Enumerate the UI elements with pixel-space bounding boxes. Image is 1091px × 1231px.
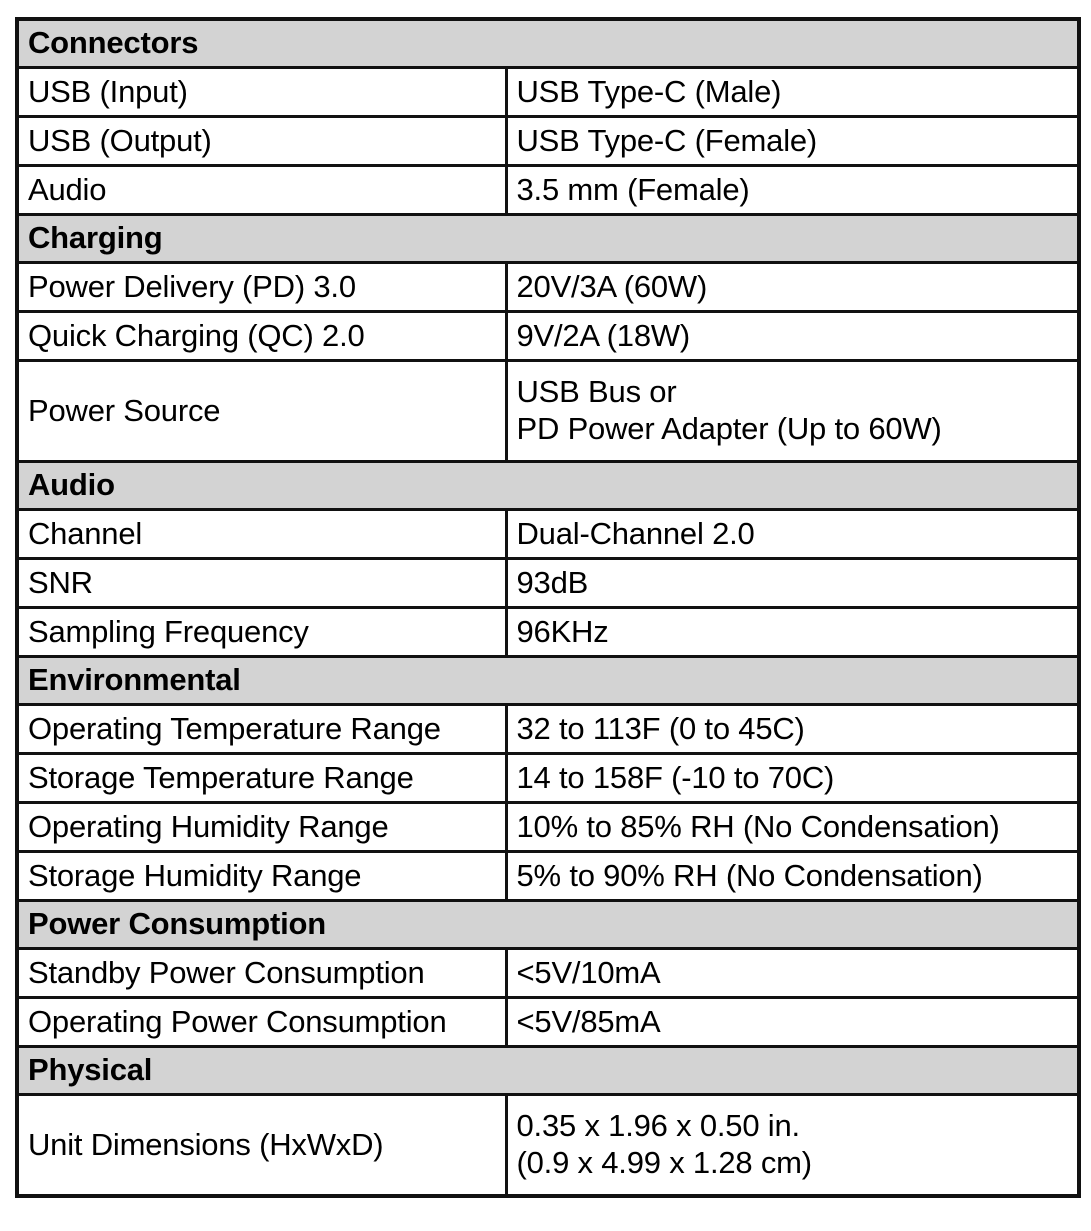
section-header-row [17,657,1079,705]
table-row [17,1095,1079,1197]
spec-label: Sampling Frequency [17,608,506,657]
table-row [17,510,1079,559]
spec-value: 3.5 mm (Female) [506,166,1079,215]
spec-value: 20V/3A (60W) [506,263,1079,312]
section-title: Environmental [17,657,1079,705]
spec-label: Quick Charging (QC) 2.0 [17,312,506,361]
spec-label: Audio [17,166,506,215]
table-row [17,754,1079,803]
spec-value-line-1: USB Bus or [516,374,677,410]
spec-value-line-2: PD Power Adapter (Up to 60W) [516,411,942,446]
table-row [17,166,1079,215]
section-title: Connectors [17,19,1079,68]
table-row [17,117,1079,166]
spec-label: Operating Temperature Range [17,705,506,754]
spec-label: Unit Dimensions (HxWxD) [17,1095,506,1197]
spec-label: USB (Output) [17,117,506,166]
table-row [17,361,1079,462]
spec-label: Storage Temperature Range [17,754,506,803]
spec-value: <5V/10mA [506,949,1079,998]
specifications-table [15,17,1081,1198]
spec-value: 32 to 113F (0 to 45C) [506,705,1079,754]
table-row [17,559,1079,608]
specifications-table-body [17,19,1079,1196]
spec-label: Power Source [17,361,506,462]
spec-label: Storage Humidity Range [17,852,506,901]
table-row [17,998,1079,1047]
table-row [17,312,1079,361]
spec-value: USB Type-C (Male) [506,68,1079,117]
section-header-row [17,462,1079,510]
spec-label: USB (Input) [17,68,506,117]
spec-value: USB Type-C (Female) [506,117,1079,166]
spec-value: 9V/2A (18W) [506,312,1079,361]
section-title: Physical [17,1047,1079,1095]
section-header-row [17,901,1079,949]
spec-value-line-1: 0.35 x 1.96 x 0.50 in. [516,1108,800,1144]
section-header-row [17,1047,1079,1095]
spec-label: Operating Humidity Range [17,803,506,852]
section-header-row [17,215,1079,263]
spec-value: 93dB [506,559,1079,608]
spec-label: Standby Power Consumption [17,949,506,998]
section-title: Audio [17,462,1079,510]
spec-label: Power Delivery (PD) 3.0 [17,263,506,312]
table-row [17,608,1079,657]
spec-value-line-2: (0.9 x 4.99 x 1.28 cm) [516,1145,812,1180]
table-row [17,705,1079,754]
spec-label: Channel [17,510,506,559]
table-row [17,68,1079,117]
spec-value: 10% to 85% RH (No Condensation) [506,803,1079,852]
spec-value: 96KHz [506,608,1079,657]
table-row [17,263,1079,312]
table-row [17,803,1079,852]
spec-label: Operating Power Consumption [17,998,506,1047]
table-row [17,852,1079,901]
spec-label: SNR [17,559,506,608]
spec-value: Dual-Channel 2.0 [506,510,1079,559]
spec-value [506,361,1079,462]
spec-value: 5% to 90% RH (No Condensation) [506,852,1079,901]
spec-value [506,1095,1079,1197]
table-row [17,949,1079,998]
section-title: Power Consumption [17,901,1079,949]
spec-value: <5V/85mA [506,998,1079,1047]
section-title: Charging [17,215,1079,263]
spec-value: 14 to 158F (-10 to 70C) [506,754,1079,803]
section-header-row [17,19,1079,68]
